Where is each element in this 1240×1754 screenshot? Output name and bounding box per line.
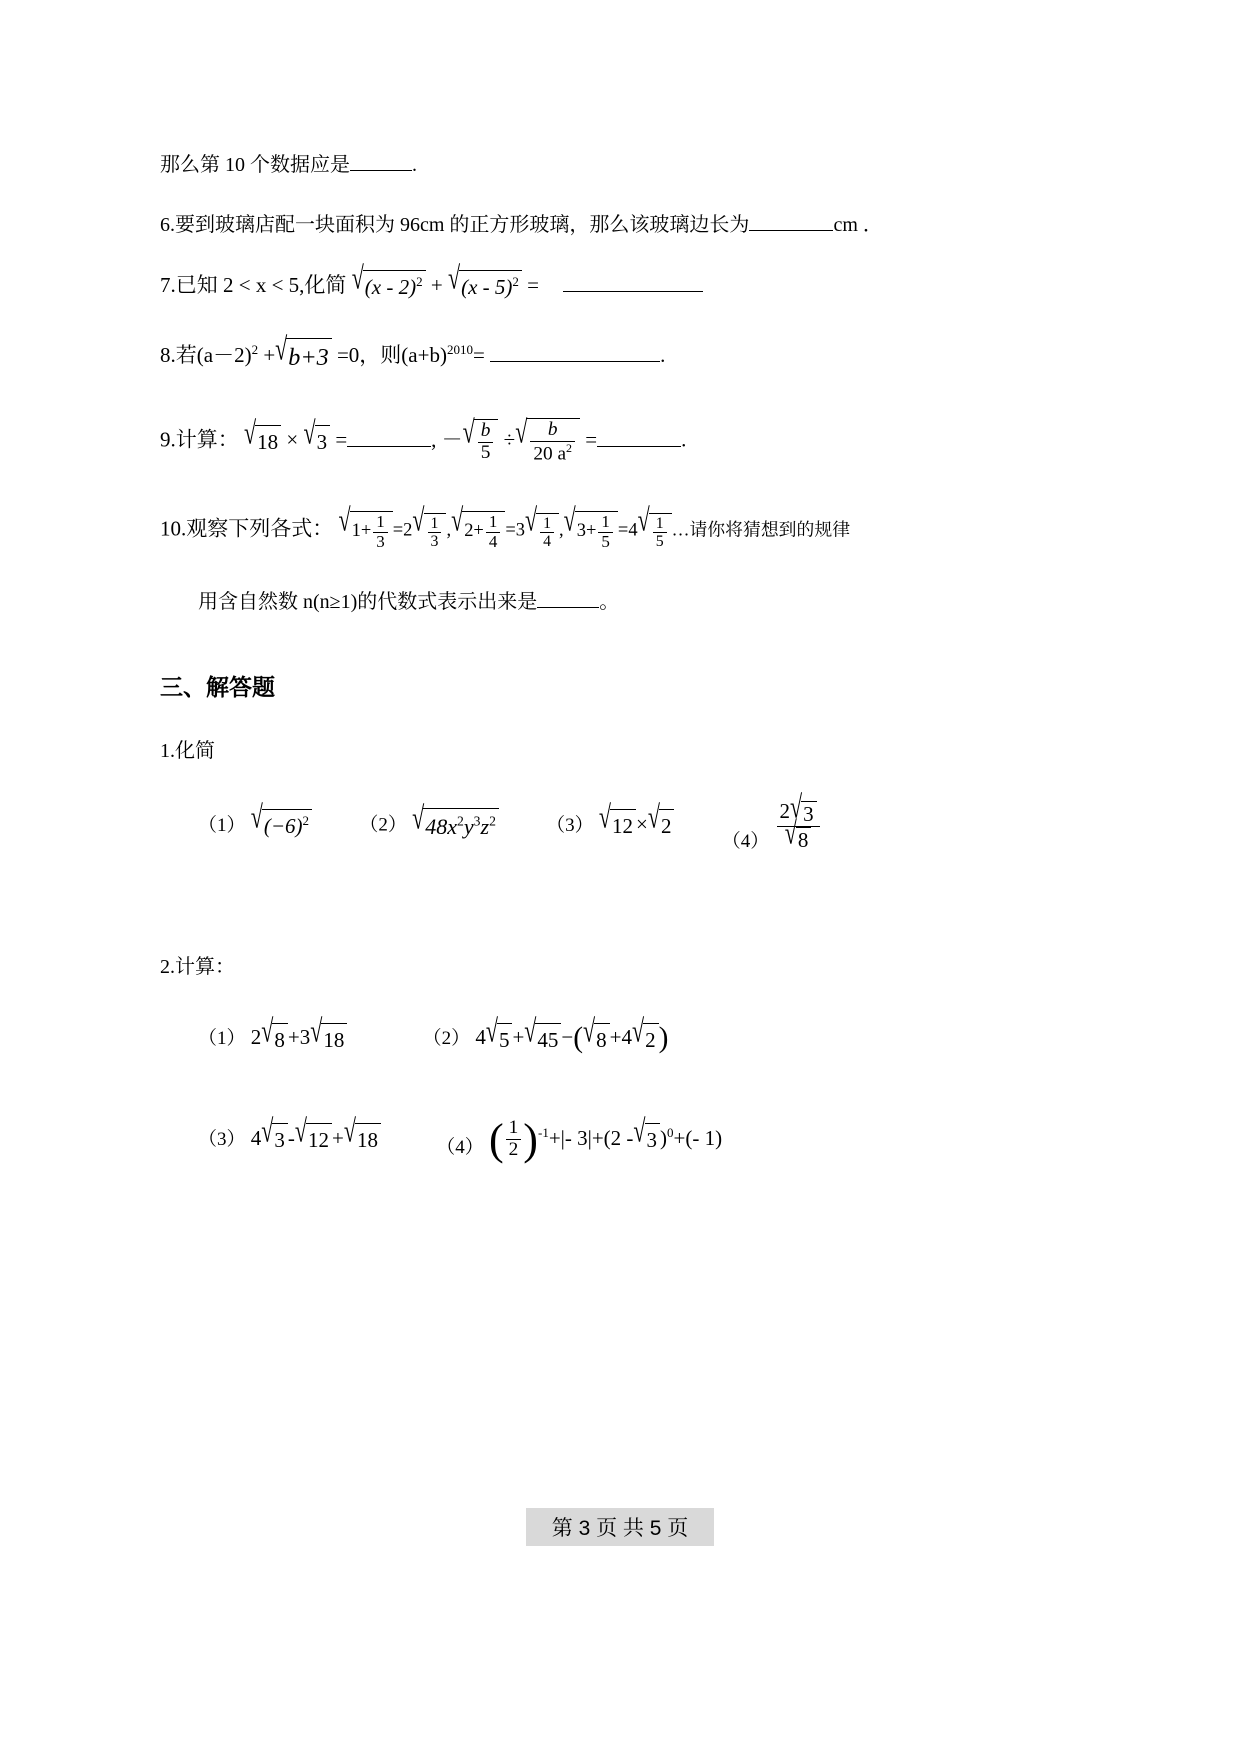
- question-5-period: .: [412, 154, 417, 176]
- q10-term1-equals: =2: [392, 519, 413, 540]
- solve-q1-item-1: [198, 798, 312, 843]
- q2-4-abs: |- 3|: [560, 1125, 592, 1150]
- q10-term2-whole: 2+: [464, 520, 484, 541]
- radical-sign-icon: √: [447, 259, 461, 297]
- radical-x-minus-2-squared: [351, 259, 426, 304]
- q9-radicand-3: 3: [315, 425, 331, 459]
- radical-8: [784, 814, 812, 853]
- solve-q1-item-4: [721, 788, 822, 856]
- q9-frac2-den-exponent: 2: [566, 441, 573, 456]
- answer-blank[interactable]: [537, 607, 599, 608]
- solve-q1-item-2: [359, 799, 499, 844]
- q10-t2-den: 4: [486, 532, 501, 551]
- q10-t2-num: 1: [488, 512, 498, 532]
- item-number: （2）: [359, 814, 407, 836]
- radical-sign-icon: √: [303, 414, 316, 451]
- solve-q2-row-2: [160, 1107, 1110, 1173]
- q7-equals: =: [527, 273, 539, 297]
- radical-sign-icon: √: [351, 259, 364, 297]
- q10-term2-equals: =3: [505, 519, 525, 540]
- solve-q2-item-2: [422, 1012, 669, 1060]
- page-footer: [0, 1508, 1240, 1546]
- radical-48x2y3z2: [412, 799, 499, 844]
- q9-equals-2: =: [585, 427, 598, 452]
- radical-sign-icon: √: [583, 1012, 596, 1049]
- fraction-1-over-2: [504, 1118, 524, 1161]
- q2-4-num: 1: [508, 1117, 519, 1139]
- fraction-result-1-over-4: [538, 515, 556, 550]
- fraction-1-over-5: [596, 513, 615, 551]
- q1-1-radicand: (−6): [263, 814, 303, 839]
- question-10-line2: [160, 587, 1110, 617]
- q10-t2-res-den: 4: [540, 532, 554, 550]
- q8-radicand: b+3: [288, 343, 329, 371]
- q7-radicand-1: (x - 2): [364, 275, 417, 300]
- item-number: （4）: [721, 830, 770, 852]
- answer-blank[interactable]: [490, 361, 660, 362]
- q2-1-radicand-2: 18: [321, 1023, 347, 1057]
- solve-q2-item-4: [436, 1107, 722, 1173]
- q2-4-close-pow: ): [660, 1125, 668, 1150]
- radical-sign-icon: √: [525, 501, 538, 539]
- solve-q1-label: 1.化简: [160, 740, 215, 763]
- q1-2-z: z: [480, 814, 490, 840]
- q9-frac1-numerator: b: [480, 420, 491, 442]
- q10-term3-whole: 3+: [576, 520, 597, 541]
- radical-sign-icon: √: [563, 501, 576, 539]
- radical-result-1-over-5: [637, 501, 672, 550]
- radical-sign-icon: √: [515, 413, 528, 450]
- radical-12: [294, 1112, 332, 1157]
- answer-blank[interactable]: [350, 170, 412, 171]
- q1-4-num-radicand: 3: [801, 801, 817, 826]
- q2-4-plus-2: +(2 -: [591, 1125, 634, 1150]
- q2-3-minus: -: [287, 1125, 295, 1150]
- radical-1-plus-1-over-3: [338, 501, 393, 551]
- radical-sign-icon: √: [598, 798, 612, 836]
- q10-t1-res-den: 3: [428, 532, 442, 550]
- answer-blank[interactable]: [347, 446, 431, 447]
- q1-2-y: y: [463, 814, 474, 840]
- radical-sign-icon: √: [524, 1012, 537, 1049]
- q10-t2-res-num: 1: [543, 514, 552, 532]
- item-number: （3）: [198, 1128, 246, 1150]
- radical-3-plus-1-over-5: [563, 501, 618, 551]
- q1-4-den-radicand: 8: [796, 827, 812, 852]
- q8-exponent-2: 2010: [446, 341, 473, 357]
- question-10-line2-text: 用含自然数 n(n≥1)的代数式表示出来是: [198, 591, 538, 614]
- q7-exponent-2: 2: [512, 274, 519, 290]
- q2-4-plus-1: +: [548, 1125, 561, 1150]
- q1-4-num-coef: 2: [779, 799, 790, 824]
- question-10-line2-end: 。: [599, 591, 620, 614]
- radical-b-over-20a2: [515, 413, 580, 465]
- q9-comma: ,: [431, 427, 437, 452]
- radical-5: [485, 1012, 513, 1057]
- solve-q1-items: [160, 788, 1110, 856]
- question-7: [160, 259, 1110, 304]
- radical-sign-icon: √: [647, 798, 660, 836]
- q1-2-exp-z: 2: [489, 814, 496, 829]
- radical-45: [524, 1012, 561, 1057]
- q8-period: .: [660, 342, 666, 367]
- radical-x-minus-5-squared: [447, 259, 522, 304]
- q9-frac2-denominator: 20 a: [533, 443, 567, 465]
- question-6: [160, 210, 1110, 240]
- q2-2-radicand-1: 5: [497, 1023, 513, 1057]
- q10-t1-num: 1: [376, 512, 385, 532]
- radical-b-plus-3: [275, 330, 332, 376]
- radical-sign-icon: √: [485, 1012, 498, 1049]
- q10-t3-den: 5: [598, 532, 613, 551]
- item-number: （3）: [546, 814, 594, 836]
- q1-1-exponent: 2: [302, 813, 310, 829]
- radical-18: [310, 1012, 347, 1057]
- question-5-text: 那么第 10 个数据应是: [160, 154, 350, 176]
- radical-sign-icon: √: [637, 501, 650, 539]
- item-number: （4）: [436, 1136, 484, 1158]
- radical-3: [303, 414, 330, 459]
- q7-exponent-1: 2: [416, 274, 423, 290]
- fraction-2root3-over-root8: [775, 788, 822, 853]
- radical-sign-icon: √: [294, 1112, 307, 1149]
- q7-radicand-2: (x - 5): [461, 275, 513, 300]
- q9-equals-1: =: [335, 427, 348, 452]
- question-9: [160, 413, 1110, 465]
- radical-sign-icon: √: [451, 501, 464, 539]
- radical-sign-icon: √: [784, 814, 797, 852]
- section-3-heading: 三、解答题: [160, 674, 275, 701]
- q10-term3-equals: =4: [617, 519, 638, 540]
- q2-2-radicand-2: 45: [535, 1023, 561, 1057]
- question-10: [160, 501, 1110, 551]
- q8-mid: =0，则(a+b): [336, 342, 447, 367]
- radical-2: [647, 798, 675, 843]
- q10-t1-res-num: 1: [430, 514, 439, 532]
- question-5-tail: [160, 150, 1110, 180]
- radical-sign-icon: √: [462, 413, 475, 450]
- radical-2-plus-1-over-4: [451, 501, 505, 551]
- q1-2-exp-y: 3: [473, 814, 481, 829]
- page-footer-label: 第 3 页 共 5 页: [526, 1508, 715, 1546]
- fraction-result-1-over-5: [651, 515, 669, 550]
- item-number: （2）: [422, 1028, 471, 1050]
- radical-3: [633, 1112, 660, 1157]
- q2-2-paren-close: ): [658, 1022, 669, 1055]
- q2-4-paren-open: (: [488, 1114, 504, 1164]
- radical-sign-icon: √: [261, 1012, 274, 1049]
- q2-4-paren-close: ): [523, 1114, 538, 1164]
- q8-equals: =: [473, 342, 485, 367]
- q10-t3-num: 1: [601, 512, 610, 532]
- q1-3-times: ×: [636, 811, 648, 836]
- radical-sign-icon: √: [412, 799, 425, 837]
- radical-sign-icon: √: [790, 788, 803, 825]
- radical-18: [244, 414, 281, 459]
- question-7-prefix: 7.已知 2 < x < 5,化简: [160, 273, 347, 297]
- radical-sign-icon: √: [338, 501, 351, 539]
- radical-b-over-5: [462, 413, 499, 464]
- question-10-prefix: 10.观察下列各式：: [160, 516, 334, 541]
- q2-2-coef-1: 4: [475, 1025, 486, 1050]
- q9-radicand-18: 18: [255, 425, 281, 459]
- q10-term1-whole: 1+: [351, 520, 372, 541]
- q2-2-minus: −: [561, 1025, 574, 1050]
- question-6-unit: cm ．: [833, 214, 883, 236]
- radical-result-1-over-4: [525, 501, 559, 550]
- q10-t3-res-den: 5: [653, 532, 667, 550]
- solve-q2-row-1: [160, 1012, 1110, 1060]
- radical-sign-icon: √: [632, 1012, 645, 1049]
- q1-3-radicand-1: 12: [610, 809, 636, 843]
- q2-2-plus-2: +4: [609, 1025, 632, 1050]
- q2-3-radicand-1: 3: [272, 1123, 288, 1157]
- solve-q2-item-1: [198, 1012, 347, 1056]
- q9-divide: ÷: [503, 427, 516, 452]
- q2-3-radicand-2: 12: [306, 1123, 332, 1157]
- q2-3-plus: +: [331, 1125, 344, 1150]
- answer-blank[interactable]: [597, 446, 681, 447]
- q9-times: ×: [286, 427, 299, 452]
- question-9-prefix: 9.计算：: [160, 427, 239, 452]
- fraction-b-over-5: [476, 421, 496, 464]
- radical-12: [598, 798, 636, 843]
- q7-plus: +: [430, 273, 443, 297]
- answer-blank[interactable]: [749, 230, 833, 231]
- q2-2-radicand-3: 8: [594, 1023, 610, 1057]
- fraction-result-1-over-3: [426, 515, 444, 550]
- fraction-b-over-20a2: [528, 420, 577, 465]
- radical-sign-icon: √: [633, 1112, 646, 1149]
- question-6-text: 6.要到玻璃店配一块面积为 96cm 的正方形玻璃，那么该玻璃边长为: [160, 214, 750, 236]
- question-8-prefix: 8.若(a－2): [160, 342, 252, 367]
- q1-2-radicand: 48x: [425, 814, 458, 840]
- radical-result-1-over-3: [412, 501, 446, 550]
- q2-1-coef: 2: [250, 1025, 262, 1050]
- q10-sep-2: ,: [559, 519, 564, 540]
- answer-blank[interactable]: [563, 291, 703, 292]
- radical-3: [261, 1112, 288, 1157]
- q9-minus: －: [441, 427, 463, 452]
- radical-sign-icon: √: [275, 330, 288, 367]
- q2-1-plus: +3: [287, 1025, 311, 1050]
- solve-q2-label: 2.计算：: [160, 956, 235, 979]
- fraction-1-over-3: [371, 513, 390, 551]
- q2-2-plus: +: [512, 1025, 525, 1050]
- q8-exponent-1: 2: [251, 341, 259, 357]
- radical-sign-icon: √: [250, 798, 263, 836]
- q2-4-power: -1: [537, 1124, 549, 1140]
- q9-frac2-numerator: b: [547, 419, 558, 441]
- radical-2: [632, 1012, 659, 1057]
- radical-sign-icon: √: [261, 1112, 274, 1149]
- radical-18: [343, 1112, 381, 1157]
- q2-3-radicand-3: 18: [355, 1123, 381, 1157]
- radical-sign-icon: √: [343, 1112, 356, 1149]
- q2-4-radicand: 3: [645, 1123, 661, 1157]
- radical-sign-icon: √: [310, 1012, 323, 1049]
- item-number: （1）: [198, 814, 246, 836]
- q2-3-coef: 4: [250, 1125, 262, 1150]
- fraction-1-over-4: [484, 513, 503, 551]
- solve-q2-item-3: [198, 1112, 381, 1157]
- item-number: （1）: [198, 1028, 246, 1050]
- q1-2-exp-x: 2: [457, 814, 464, 829]
- q2-4-den: 2: [506, 1139, 522, 1161]
- radical-neg-6-squared: [250, 798, 312, 843]
- radical-sign-icon: √: [244, 414, 257, 451]
- radical-8: [261, 1012, 288, 1057]
- q10-t1-den: 3: [373, 532, 388, 551]
- q2-4-plus-3: +(- 1): [673, 1125, 723, 1150]
- q10-t3-res-num: 1: [655, 514, 664, 532]
- q9-frac1-denominator: 5: [478, 442, 494, 464]
- q2-4-exponent-0: 0: [667, 1124, 674, 1140]
- q2-2-paren-open: (: [573, 1022, 584, 1055]
- q9-period: .: [681, 427, 687, 452]
- q8-plus: +: [263, 342, 276, 367]
- q1-3-radicand-2: 2: [659, 809, 675, 843]
- q2-1-radicand-1: 8: [272, 1023, 288, 1057]
- solve-q1-item-3: [546, 798, 674, 843]
- q2-2-radicand-4: 2: [643, 1023, 659, 1057]
- radical-sign-icon: √: [412, 501, 425, 539]
- q10-ellipsis-text: …请你将猜想到的规律: [671, 519, 851, 540]
- radical-8: [583, 1012, 610, 1057]
- question-8: [160, 330, 1110, 376]
- q10-sep-1: ,: [446, 519, 452, 540]
